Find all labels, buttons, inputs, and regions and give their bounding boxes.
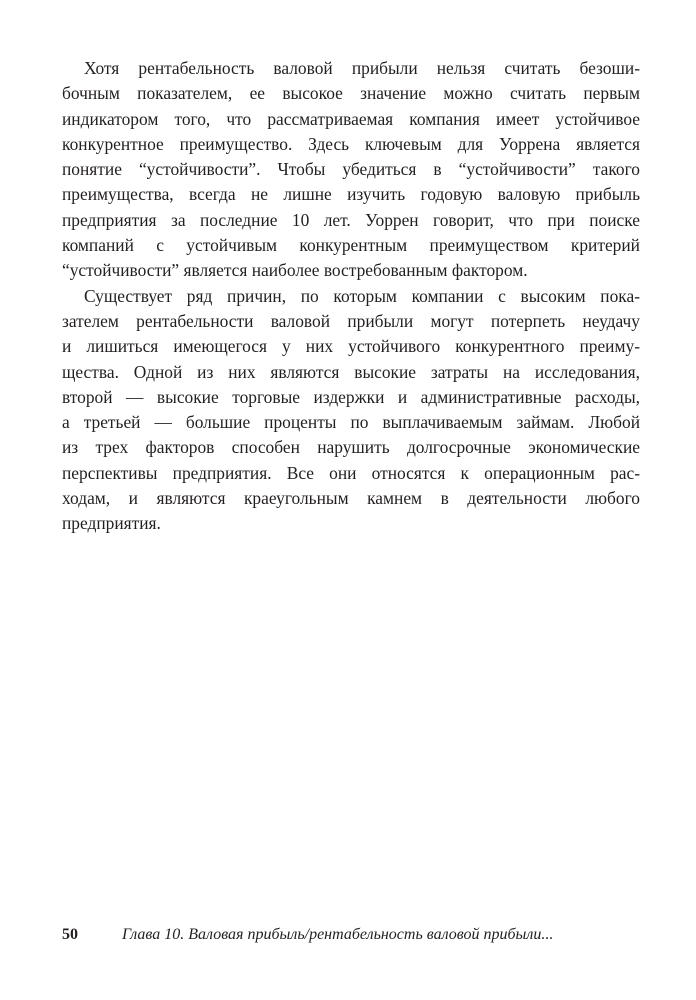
body-text — [62, 56, 640, 537]
text-line: индикатором того, что рассматриваемая компания имеет устойчивое — [62, 108, 640, 129]
text-line: конкурентное преимущество. Здесь ключевым для Уоррена является — [62, 133, 640, 154]
text-line: Существует ряд причин, по которым компании с высоким пока- — [84, 285, 640, 306]
text-line: “устойчивости” является наиболее востребованным фактором. — [62, 260, 528, 281]
text-line: предприятия. — [62, 513, 161, 534]
text-line: компаний с устойчивым конкурентным преимуществом критерий — [62, 235, 640, 256]
running-head: Глава 10. Валовая прибыль/рентабельность валовой прибыли... — [122, 926, 554, 943]
text-line: зателем рентабельности валовой прибыли могут потерпеть неудачу — [62, 310, 640, 331]
text-line: Хотя рентабельность валовой прибыли нельзя считать безоши- — [84, 58, 640, 78]
text-line: и лишиться имеющегося у них устойчивого конкурентного преиму- — [62, 336, 640, 357]
text-line: предприятия за последние 10 лет. Уоррен говорит, что при поиске — [62, 209, 640, 230]
text-line: из трех факторов способен нарушить долгосрочные экономические — [62, 437, 640, 458]
text-line: понятие “устойчивости”. Чтобы убедиться в “устойчивости” такого — [62, 159, 640, 180]
text-line: бочным показателем, ее высокое значение можно считать первым — [62, 83, 640, 104]
page-footer — [62, 922, 640, 948]
text-line: щества. Одной из них являются высокие затраты на исследования, — [62, 361, 640, 382]
text-line: ходам, и являются краеугольным камнем в деятельности любого — [62, 488, 640, 509]
text-line: преимущества, всегда не лишне изучить годовую валовую прибыль — [62, 184, 640, 205]
text-line: второй — высокие торговые издержки и административные расходы, — [62, 386, 640, 407]
text-line: а третьей — большие проценты по выплачиваемым займам. Любой — [62, 412, 640, 433]
text-line: перспективы предприятия. Все они относятся к операционным рас- — [62, 462, 640, 483]
page-number: 50 — [62, 926, 78, 943]
